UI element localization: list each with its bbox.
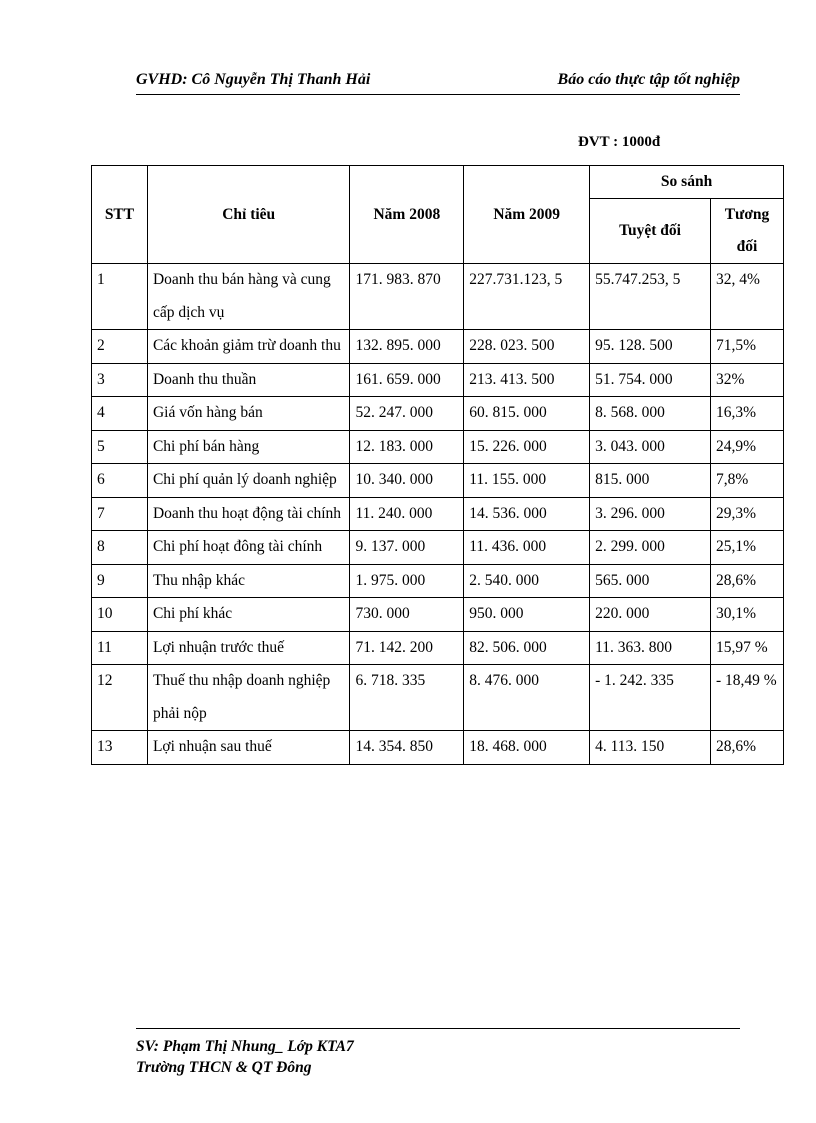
table-row (92, 397, 784, 431)
header-indicator: Chỉ tiêu (147, 166, 350, 264)
cell-indicator: Thuế thu nhập doanh nghiệp phải nộp (147, 665, 350, 731)
cell-year-2009: 82. 506. 000 (464, 631, 590, 665)
cell-indicator: Doanh thu hoạt động tài chính (147, 497, 350, 531)
table-row (92, 363, 784, 397)
header-year-2009: Năm 2009 (464, 166, 590, 264)
cell-absolute: 565. 000 (590, 564, 711, 598)
cell-stt: 2 (92, 330, 148, 364)
cell-stt: 9 (92, 564, 148, 598)
cell-year-2008: 14. 354. 850 (350, 731, 464, 765)
table-row (92, 464, 784, 498)
cell-year-2008: 730. 000 (350, 598, 464, 632)
header-report-title: Báo cáo thực tập tốt nghiệp (557, 71, 740, 88)
table-row (92, 330, 784, 364)
header-year-2008: Năm 2008 (350, 166, 464, 264)
header-absolute: Tuyệt đối (590, 199, 711, 264)
table-row (92, 598, 784, 632)
cell-year-2009: 227.731.123, 5 (464, 264, 590, 330)
cell-year-2009: 213. 413. 500 (464, 363, 590, 397)
cell-relative: 15,97 % (711, 631, 784, 665)
page-header (136, 68, 740, 95)
table-row (92, 497, 784, 531)
header-comparison: So sánh (590, 166, 784, 199)
page-footer (136, 1036, 354, 1078)
cell-indicator: Lợi nhuận sau thuế (147, 731, 350, 765)
cell-absolute: 3. 296. 000 (590, 497, 711, 531)
cell-year-2008: 52. 247. 000 (350, 397, 464, 431)
cell-indicator: Chi phí khác (147, 598, 350, 632)
cell-year-2009: 14. 536. 000 (464, 497, 590, 531)
unit-label: ĐVT : 1000đ (578, 134, 661, 150)
table-row (92, 531, 784, 565)
cell-indicator: Chi phí quản lý doanh nghiệp (147, 464, 350, 498)
cell-relative: 28,6% (711, 564, 784, 598)
cell-stt: 7 (92, 497, 148, 531)
cell-year-2009: 228. 023. 500 (464, 330, 590, 364)
cell-absolute: 4. 113. 150 (590, 731, 711, 765)
cell-stt: 10 (92, 598, 148, 632)
cell-year-2008: 132. 895. 000 (350, 330, 464, 364)
table-row (92, 564, 784, 598)
cell-absolute: 220. 000 (590, 598, 711, 632)
cell-indicator: Lợi nhuận trước thuế (147, 631, 350, 665)
header-relative: Tương đối (711, 199, 784, 264)
cell-stt: 1 (92, 264, 148, 330)
cell-year-2009: 11. 155. 000 (464, 464, 590, 498)
cell-indicator: Giá vốn hàng bán (147, 397, 350, 431)
cell-stt: 4 (92, 397, 148, 431)
table-row (92, 631, 784, 665)
cell-year-2008: 9. 137. 000 (350, 531, 464, 565)
footer-student: SV: Phạm Thị Nhung_ Lớp KTA7 (136, 1038, 354, 1055)
cell-indicator: Thu nhập khác (147, 564, 350, 598)
footer-school: Trường THCN & QT Đông (136, 1059, 312, 1076)
cell-year-2009: 18. 468. 000 (464, 731, 590, 765)
cell-relative: - 18,49 % (711, 665, 784, 731)
cell-stt: 13 (92, 731, 148, 765)
cell-year-2009: 2. 540. 000 (464, 564, 590, 598)
header-stt: STT (92, 166, 148, 264)
cell-absolute: 11. 363. 800 (590, 631, 711, 665)
cell-absolute: 8. 568. 000 (590, 397, 711, 431)
cell-year-2009: 11. 436. 000 (464, 531, 590, 565)
cell-stt: 8 (92, 531, 148, 565)
cell-absolute: 95. 128. 500 (590, 330, 711, 364)
table-row (92, 264, 784, 330)
table-body (92, 264, 784, 765)
cell-absolute: 3. 043. 000 (590, 430, 711, 464)
cell-year-2008: 71. 142. 200 (350, 631, 464, 665)
table-row (92, 731, 784, 765)
cell-year-2008: 6. 718. 335 (350, 665, 464, 731)
cell-indicator: Chi phí hoạt đông tài chính (147, 531, 350, 565)
cell-absolute: 815. 000 (590, 464, 711, 498)
cell-relative: 32, 4% (711, 264, 784, 330)
header-instructor: GVHD: Cô Nguyễn Thị Thanh Hải (136, 71, 371, 88)
cell-relative: 29,3% (711, 497, 784, 531)
cell-stt: 12 (92, 665, 148, 731)
cell-year-2009: 15. 226. 000 (464, 430, 590, 464)
cell-relative: 16,3% (711, 397, 784, 431)
cell-year-2008: 1. 975. 000 (350, 564, 464, 598)
cell-relative: 28,6% (711, 731, 784, 765)
cell-stt: 11 (92, 631, 148, 665)
cell-relative: 24,9% (711, 430, 784, 464)
cell-stt: 6 (92, 464, 148, 498)
cell-year-2009: 950. 000 (464, 598, 590, 632)
table-row (92, 665, 784, 731)
cell-indicator: Doanh thu bán hàng và cung cấp dịch vụ (147, 264, 350, 330)
table-header-row (92, 166, 784, 199)
cell-year-2009: 60. 815. 000 (464, 397, 590, 431)
cell-absolute: 2. 299. 000 (590, 531, 711, 565)
cell-year-2008: 171. 983. 870 (350, 264, 464, 330)
cell-relative: 25,1% (711, 531, 784, 565)
cell-absolute: 55.747.253, 5 (590, 264, 711, 330)
cell-indicator: Chi phí bán hàng (147, 430, 350, 464)
cell-absolute: - 1. 242. 335 (590, 665, 711, 731)
cell-year-2008: 161. 659. 000 (350, 363, 464, 397)
cell-stt: 5 (92, 430, 148, 464)
cell-year-2008: 11. 240. 000 (350, 497, 464, 531)
cell-stt: 3 (92, 363, 148, 397)
cell-relative: 7,8% (711, 464, 784, 498)
table-row (92, 430, 784, 464)
cell-absolute: 51. 754. 000 (590, 363, 711, 397)
cell-relative: 32% (711, 363, 784, 397)
cell-year-2008: 12. 183. 000 (350, 430, 464, 464)
cell-year-2008: 10. 340. 000 (350, 464, 464, 498)
financial-table (91, 165, 784, 765)
cell-year-2009: 8. 476. 000 (464, 665, 590, 731)
cell-relative: 71,5% (711, 330, 784, 364)
cell-indicator: Doanh thu thuần (147, 363, 350, 397)
cell-relative: 30,1% (711, 598, 784, 632)
footer-divider (136, 1028, 740, 1029)
cell-indicator: Các khoản giảm trừ doanh thu (147, 330, 350, 364)
